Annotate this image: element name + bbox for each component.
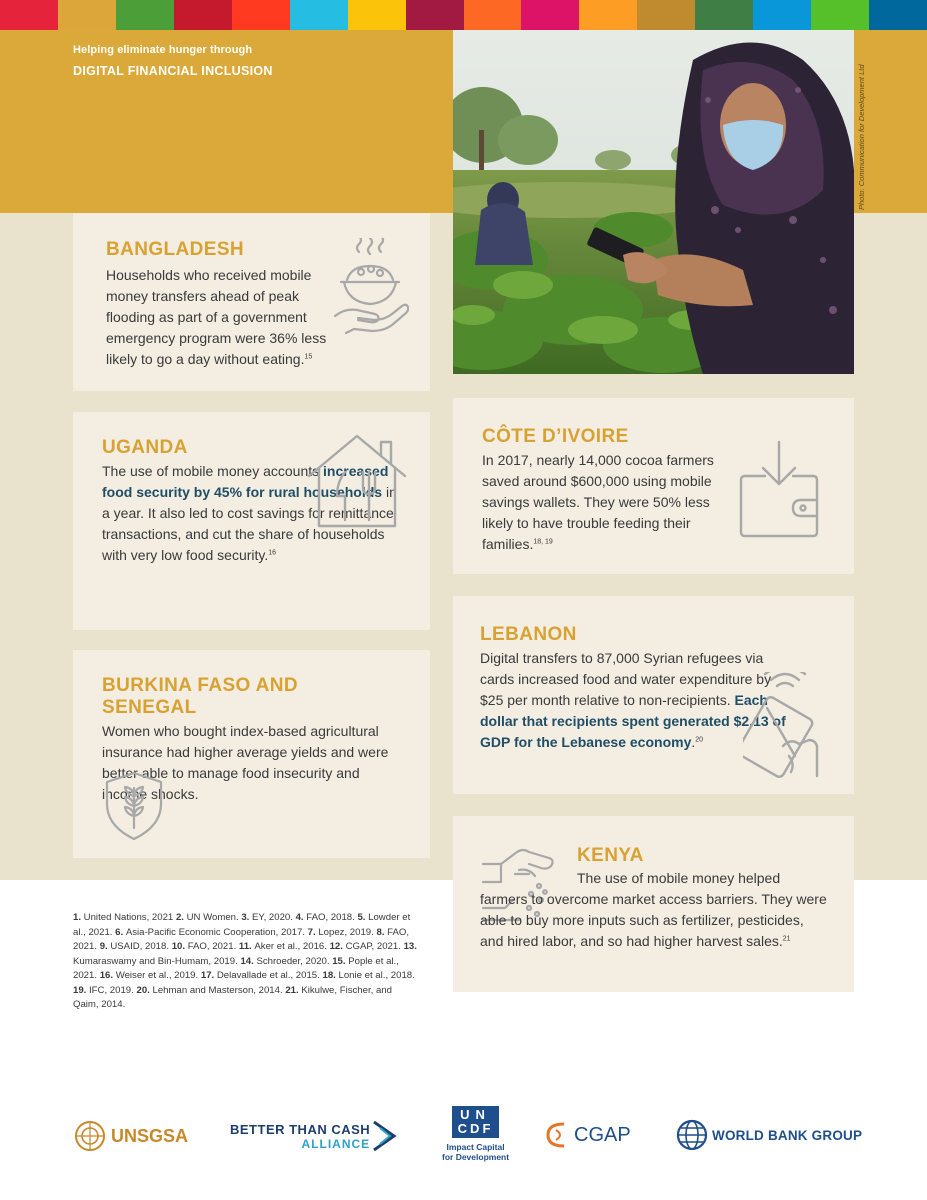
sdg-color-block xyxy=(695,0,753,30)
reference-item xyxy=(322,970,414,981)
reference-item xyxy=(100,970,201,981)
reference-number: 16. xyxy=(99,970,116,981)
sdg-color-block xyxy=(290,0,348,30)
reference-number: 9. xyxy=(99,941,111,952)
reference-text: Lehman and Masterson, 2014. xyxy=(152,984,286,996)
farmer-photo xyxy=(453,30,854,374)
reference-text: FAO, 2021. xyxy=(73,926,410,952)
globe-icon xyxy=(676,1119,708,1151)
lebanon-footnote: 20 xyxy=(695,736,704,744)
uganda-footnote: 16 xyxy=(268,549,277,557)
unsgsa-text: UNSGSA xyxy=(111,1125,189,1146)
reference-number: 7. xyxy=(307,926,319,938)
sdg-color-block xyxy=(753,0,811,30)
partner-logos xyxy=(0,1090,927,1200)
reference-text: Asia-Pacific Economic Cooperation, 2017. xyxy=(125,926,308,938)
reference-number: 3. xyxy=(241,912,253,923)
reference-text: Kumaraswamy and Bin-Humam, 2019. xyxy=(73,955,241,967)
reference-number: 17. xyxy=(200,970,217,981)
cgap-text: CGAP xyxy=(574,1123,631,1146)
uncdf-line1: UN xyxy=(460,1107,491,1122)
reference-item xyxy=(136,985,285,996)
reference-item xyxy=(330,941,404,952)
sdg-color-block xyxy=(348,0,406,30)
btca-line2: ALLIANCE xyxy=(301,1136,371,1151)
reference-text: FAO, 2021. xyxy=(187,941,239,952)
un-emblem-icon xyxy=(72,1118,108,1154)
reference-text: Aker et al., 2016. xyxy=(254,941,330,952)
uganda-emphasis: increased food security by 45% for rural households xyxy=(102,463,389,500)
bangladesh-body: Households who received mobile money transfers ahead of peak flooding as part of a government emergency program were 36% less likely to go a day without eating. xyxy=(106,267,327,367)
lebanon-emphasis: Each dollar that recipients spent generated $2.13 of GDP for the Lebanese economy xyxy=(480,692,786,750)
sdg-color-block xyxy=(116,0,174,30)
reference-text: Schroeder, 2020. xyxy=(256,955,333,967)
header-title: DIGITAL FINANCIAL INCLUSION xyxy=(73,64,273,78)
reference-text: United Nations, 2021 xyxy=(83,912,176,923)
contactless-card-icon xyxy=(743,672,823,780)
cgap-mark-icon xyxy=(544,1120,572,1150)
kenya-footnote: 21 xyxy=(782,935,791,943)
btca-chevron-icon xyxy=(372,1120,398,1152)
reference-number: 6. xyxy=(115,926,126,938)
reference-item xyxy=(176,912,241,923)
sdg-color-block xyxy=(869,0,927,30)
sdg-color-bar xyxy=(0,0,927,30)
sdg-color-block xyxy=(521,0,579,30)
reference-number: 21. xyxy=(285,984,302,996)
reference-item xyxy=(172,941,239,952)
logo-unsgsa xyxy=(72,1118,188,1154)
sdg-color-block xyxy=(811,0,869,30)
lebanon-body-a: Digital transfers to 87,000 Syrian refugees via cards increased food and water expenditure by $25 per month relative to non-recipients. xyxy=(480,650,772,708)
sdg-color-block xyxy=(406,0,464,30)
reference-number: 11. xyxy=(238,941,255,952)
header-kicker: Helping eliminate hunger through xyxy=(73,44,253,56)
sdg-color-block xyxy=(637,0,695,30)
reference-text: CGAP, 2021. xyxy=(345,941,404,952)
reference-item xyxy=(296,912,358,923)
lebanon-body-b: . xyxy=(691,734,696,750)
card-uganda xyxy=(73,412,430,630)
reference-item xyxy=(239,941,330,952)
cote-footnote: 18, 19 xyxy=(533,538,553,546)
burkina-heading: BURKINA FASO AND SENEGAL xyxy=(102,675,299,718)
logo-uncdf xyxy=(442,1106,509,1162)
uganda-body-a: The use of mobile money accounts xyxy=(102,463,324,479)
card-lebanon xyxy=(453,596,854,794)
logo-btca xyxy=(230,1120,398,1152)
reference-text: Kikulwe, Fischer, and Qaim, 2014. xyxy=(73,984,392,1010)
reference-item xyxy=(241,912,295,923)
shield-wheat-icon xyxy=(103,770,165,842)
btca-line1: BETTER THAN CASH xyxy=(230,1121,371,1137)
reference-number: 18. xyxy=(322,970,339,981)
card-bangladesh xyxy=(73,213,430,391)
reference-text: Delavallade et al., 2015. xyxy=(216,970,323,981)
sdg-color-block xyxy=(464,0,522,30)
sdg-color-block xyxy=(0,0,58,30)
kenya-body: The use of mobile money helped farmers to overcome market access barriers. They were able to buy more inputs such as fertilizer, pesticides, and hired labor, and so had higher harvest sales. xyxy=(480,870,827,949)
uganda-heading: UGANDA xyxy=(102,437,188,458)
reference-text: FAO, 2018. xyxy=(306,912,358,923)
reference-item xyxy=(100,941,172,952)
bangladesh-footnote: 15 xyxy=(304,353,313,361)
reference-text: IFC, 2019. xyxy=(89,984,137,996)
reference-text: Pople et al., 2021. xyxy=(73,955,399,981)
sdg-color-block xyxy=(232,0,290,30)
reference-text: Lonie et al., 2018. xyxy=(338,970,415,981)
house-utensils-icon xyxy=(305,432,409,532)
reference-number: 13. xyxy=(403,941,417,952)
reference-number: 19. xyxy=(73,984,90,996)
kenya-text xyxy=(480,868,830,952)
lebanon-heading: LEBANON xyxy=(480,624,577,645)
reference-number: 14. xyxy=(240,955,257,967)
uncdf-tagline-1: Impact Capital xyxy=(446,1142,505,1152)
card-cote-divoire xyxy=(453,398,854,574)
reference-number: 2. xyxy=(175,912,187,923)
reference-number: 10. xyxy=(171,941,188,952)
reference-text: EY, 2020. xyxy=(252,912,296,923)
photo-credit xyxy=(855,30,873,213)
reference-item xyxy=(73,912,176,923)
reference-number: 15. xyxy=(332,955,349,967)
reference-number: 5. xyxy=(357,912,369,923)
uncdf-tagline-2: for Development xyxy=(442,1152,510,1162)
burkina-body: Women who bought index-based agricultural insurance had higher average yields and were better able to manage food insecurity and income shocks. xyxy=(102,723,389,802)
references-list xyxy=(73,911,418,1013)
reference-item xyxy=(115,927,308,938)
logo-cgap xyxy=(544,1120,631,1150)
cote-body: In 2017, nearly 14,000 cocoa farmers saved around $600,000 using mobile savings wallets. They were 50% less likely to have trouble feeding their families. xyxy=(482,452,714,552)
uganda-body-b: in a year. It also led to cost savings for remittance transactions, and cut the share of households with very low food security. xyxy=(102,484,397,563)
reference-text: USAID, 2018. xyxy=(110,941,172,952)
reference-text: Lopez, 2019. xyxy=(318,926,377,938)
reference-item xyxy=(73,985,136,996)
card-kenya xyxy=(453,816,854,992)
reference-text: Weiser et al., 2019. xyxy=(115,970,201,981)
wallet-deposit-icon xyxy=(737,440,821,540)
uncdf-line2: CDF xyxy=(457,1121,494,1136)
card-burkina-senegal xyxy=(73,650,430,858)
kenya-heading: KENYA xyxy=(577,845,644,866)
reference-number: 4. xyxy=(295,912,307,923)
reference-number: 1. xyxy=(73,912,84,923)
sdg-color-block xyxy=(58,0,116,30)
reference-item xyxy=(308,927,377,938)
bangladesh-text xyxy=(106,265,336,370)
sdg-color-block xyxy=(174,0,232,30)
reference-number: 12. xyxy=(329,941,346,952)
photo-credit-text: Photo: Communication for Development Ltd xyxy=(857,64,866,210)
logo-world-bank-group xyxy=(676,1119,862,1151)
wbg-text: WORLD BANK GROUP xyxy=(712,1127,863,1143)
reference-number: 8. xyxy=(376,926,388,938)
reference-number: 20. xyxy=(136,984,153,996)
sdg-color-block xyxy=(579,0,637,30)
reference-item xyxy=(240,956,332,967)
food-bowl-hand-icon xyxy=(331,238,409,338)
cote-text xyxy=(482,450,744,555)
reference-item xyxy=(201,970,323,981)
reference-text: Lowder et al., 2021. xyxy=(73,912,411,938)
cote-heading: CÔTE D’IVOIRE xyxy=(482,426,629,447)
reference-text: UN Women. xyxy=(186,912,242,923)
bangladesh-heading: BANGLADESH xyxy=(106,239,245,260)
